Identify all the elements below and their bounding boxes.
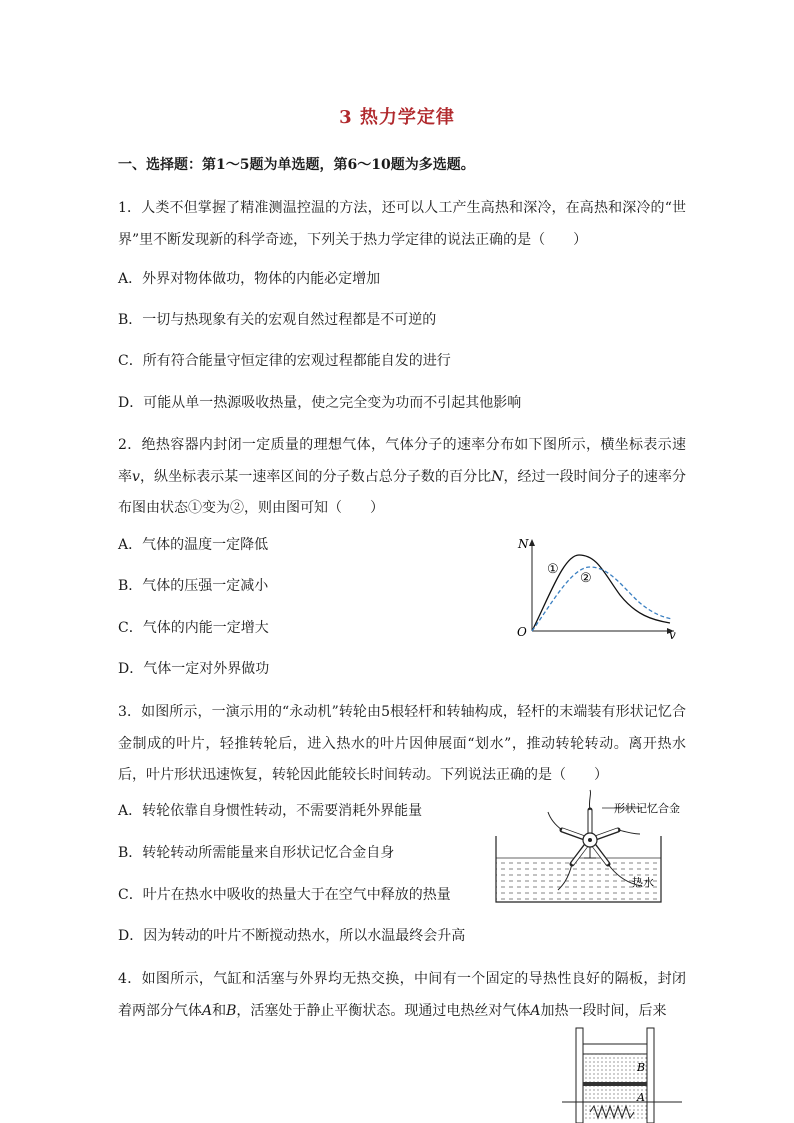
page-title: 3 热力学定律	[339, 107, 455, 128]
cylinder-left-wall	[576, 1028, 583, 1123]
question-3-stem: 3．如图所示，一演示用的“永动机”转轮由5根轻杆和转轴构成，轻杆的末端装有形状记忆合金制成的叶片，轻推转轮后，进入热水的叶片因伸展面“划水”，推动转轮转动。离开热水后，叶片形状迅速恢复，转轮因此能较长时间转动。下列说法正确的是（ ）	[118, 704, 686, 783]
cylinder-figure	[560, 1024, 685, 1123]
question-2-option-b: B．气体的压强一定减小	[118, 578, 269, 594]
gas-a-label: A	[637, 1091, 645, 1104]
question-3-option-a: A．转轮依靠自身惯性转动，不需要消耗外界能量	[118, 803, 423, 819]
question-1-option-d: D．可能从单一热源吸收热量，使之完全变为功而不引起其他影响	[118, 395, 522, 411]
question-4-stem: 4．如图所示，气缸和活塞与外界均无热交换，中间有一个固定的导热性良好的隔板，封闭着两部分气体A和B，活塞处于静止平衡状态。现通过电热丝对气体A加热一段时间，后来	[118, 971, 686, 1019]
origin-label: O	[517, 625, 527, 639]
section-heading: 一、选择题：第1～5题为单选题，第6～10题为多选题。	[118, 157, 475, 173]
gas-b-label: B	[637, 1061, 646, 1074]
question-2-option-a: A．气体的温度一定降低	[118, 537, 269, 553]
alloy-label: 形状记忆合金	[614, 802, 680, 815]
perpetual-wheel-figure	[492, 788, 692, 908]
question-2-stem: 2．绝热容器内封闭一定质量的理想气体，气体分子的速率分布如下图所示，横坐标表示速率v，纵坐标表示某一速率区间的分子数占总分子数的百分比N，经过一段时间分子的速率分布图由状态①变为②，则由图可知（ ）	[118, 437, 686, 516]
piston	[583, 1044, 647, 1054]
question-2-option-c: C．气体的内能一定增大	[118, 620, 269, 636]
curve-2-label: ②	[580, 571, 592, 586]
partition	[583, 1082, 647, 1086]
question-3-option-c: C．叶片在热水中吸收的热量大于在空气中释放的热量	[118, 887, 451, 903]
question-1-option-c: C．所有符合能量守恒定律的宏观过程都能自发的进行	[118, 353, 451, 369]
question-3-option-d: D．因为转动的叶片不断搅动热水，所以水温最终会升高	[118, 928, 466, 944]
question-1-option-a: A．外界对物体做功，物体的内能必定增加	[118, 271, 381, 287]
speed-distribution-figure	[512, 535, 682, 645]
x-axis-label: v	[669, 628, 676, 642]
question-1-stem: 1．人类不但掌握了精准测温控温的方法，还可以人工产生高热和深冷，在高热和深冷的“世界”里不断发现新的科学奇迹，下列关于热力学定律的说法正确的是（ ）	[118, 200, 686, 248]
y-axis-arrow	[529, 539, 535, 546]
cylinder-right-wall	[647, 1028, 654, 1123]
question-1-option-b: B．一切与热现象有关的宏观自然过程都是不可逆的	[118, 312, 437, 328]
question-2-option-d: D．气体一定对外界做功	[118, 661, 270, 677]
y-axis-label: N	[518, 537, 529, 551]
hot-water-label: 热水	[632, 876, 654, 889]
question-3-option-b: B．转轮转动所需能量来自形状记忆合金自身	[118, 845, 395, 861]
curve-1-label: ①	[547, 562, 559, 577]
